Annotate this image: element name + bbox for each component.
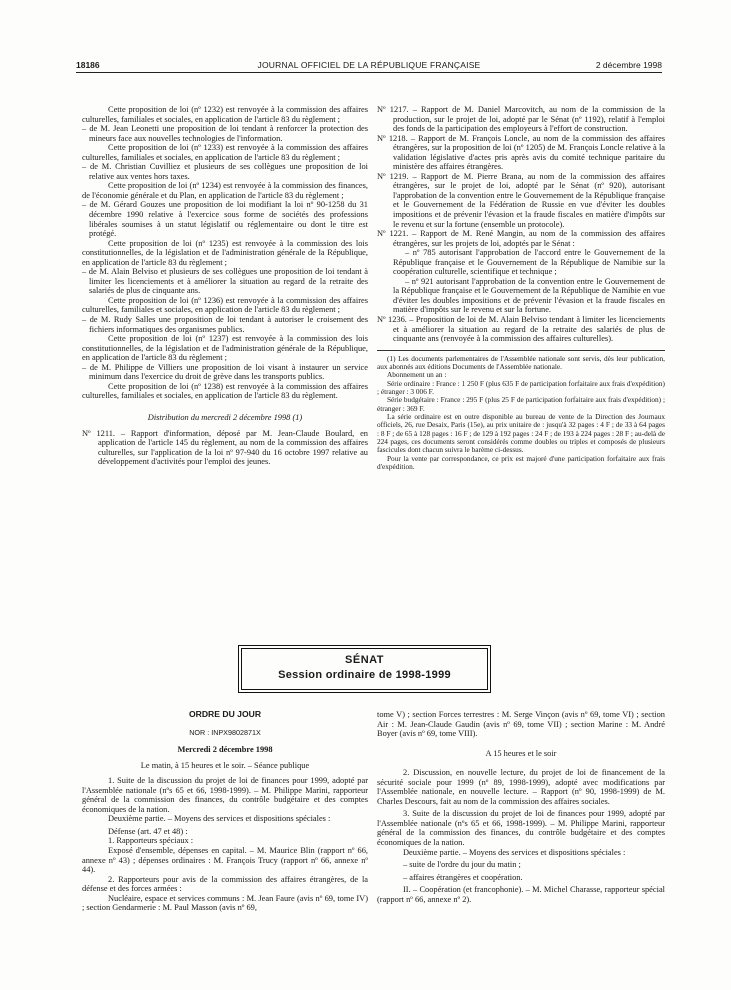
paragraph: Cette proposition de loi (nº 1232) est renvoyée à la commission des affaires culturelles, familiales et sociales, en application de l'article 83 du règlement ; — [82, 105, 368, 124]
paragraph: – nº 785 autorisant l'approbation de l'accord entre le Gouvernement de la République française et le Gouvernement de la République de Namibie sur la coopération culturelle, scientifique et technique ; — [393, 248, 665, 277]
agenda-item: II. – Coopération (et francophonie). – M. Michel Charasse, rapporteur spécial (rapport nº 66, annexe nº 2). — [377, 885, 665, 904]
paragraph: Nº 1219. – Rapport de M. Pierre Brana, au nom de la commission des affaires étrangères, sur le projet de loi, adopté par le Sénat (nº 920), autorisant l'approbation de la convention entre le Gouvernement de la République française et le Gouvernement de la Fédération de Russie en vue d'éviter les doubles impositions et de prévenir l'évasion et la fraude fiscales en matière d'impôts sur le revenu et sur la fortune (ensemble un protocole). — [377, 171, 665, 229]
agenda-item: 1. Rapporteurs spéciaux : — [108, 836, 194, 846]
agenda-item: Deuxième partie. – Moyens des services et dispositions spéciales : — [403, 847, 626, 857]
footnote: Série ordinaire : France : 1 250 F (plus 635 F de participation forfaitaire aux frais d'expédition) ; étranger : 3 006 F. — [377, 378, 665, 397]
footnote: Pour la vente par correspondance, ce prix est majoré d'une participation forfaitaire aux frais d'expédition. — [377, 453, 665, 472]
agenda-item: Deuxième partie. – Moyens des services et dispositions spéciales : — [108, 814, 331, 824]
paragraph: Cette proposition de loi (nº 1238) est renvoyée à la commission des affaires culturelles, familiales et sociales, en application de l'article 83 du règlement. — [82, 381, 368, 401]
paragraph: Nº 1211. – Rapport d'information, déposé par M. Jean-Claude Boulard, en application de l'article 145 du règlement, au nom de la commission des affaires culturelles, sur l'application de la loi nº 97-940 du 16 octobre 1997 relative au développement d'activités pour l'emploi des jeunes. — [82, 428, 368, 467]
paragraph: Nº 1217. – Rapport de M. Daniel Marcovitch, au nom de la commission de la production, sur le projet de loi, adopté par le Sénat (nº 1192), relatif à l'emploi des fonds de la participation des employeurs à l'effort de construction. — [377, 105, 665, 134]
paragraph: – de M. Rudy Salles une proposition de loi tendant à autoriser le croisement des fichiers informatiques des organismes publics. — [82, 315, 368, 334]
paragraph: Cette proposition de loi (nº 1237) est renvoyée à la commission des lois constitutionnelles, de la législation et de l'administration générale de la République, en application de l'article 83 du règlement ; — [82, 334, 368, 363]
agenda-item: tome V) ; section Forces terrestres : M. Serge Vinçon (avis nº 69, tome VI) ; section Air : M. Jean-Claude Gaudin (avis nº 69, tome VII) ; section Marine : M. André Boyer (avis nº 69, tome VIII). — [377, 710, 665, 739]
ordre-title: ORDRE DU JOUR — [188, 709, 262, 719]
footnote: La série ordinaire est en outre disponible au bureau de vente de la Direction des Journaux officiels, 26, rue Desaix, Paris (15e), au prix unitaire de : jusqu'à 32 pages : 4 F ; de 33 à 64 pages : 8 F ; de 65 à 128 pages : 16 F ; de 129 à 192 pages : 24 F ; de 193 à 224 pages : 28 F ; au-delà de 224 pages, ces documents seront considérés comme doubles ou triples et composés de plusieurs fascicules dont chacun suivra le barème ci-dessus. — [377, 412, 665, 455]
paragraph: Cette proposition de loi (nº 1235) est renvoyée à la commission des lois constitutionnelles, de la législation et de l'administration générale de la République, en application de l'article 83 du règlement ; — [82, 238, 368, 267]
paragraph: – nº 921 autorisant l'approbation de la convention entre le Gouvernement de la République française et le Gouvernement de la République de Namibie en vue d'éviter les doubles impositions et de prévenir l'évasion et la fraude fiscales en matière d'impôts sur le revenu et sur la fortune. — [393, 276, 665, 315]
agenda-item: – affaires étrangères et coopération. — [403, 872, 523, 882]
footnote: (1) Les documents parlementaires de l'Assemblée nationale sont servis, dès leur publication, aux abonnés aux éditions Documents de l'Assemblée nationale. — [377, 353, 665, 372]
footnote: Série budgétaire : France : 295 F (plus 25 F de participation forfaitaire aux frais d'expédition) ; étranger : 369 F. — [377, 395, 665, 413]
paragraph: Nº 1236. – Proposition de loi de M. Alain Belviso tendant à limiter les licenciements et à améliorer la situation au regard de la retraite des salariés de plus de cinquante ans (renvoyée à la commission des affaires culturelles). — [377, 315, 665, 344]
footnote-rule — [377, 350, 665, 351]
nor-reference: NOR : INPX9802871X — [189, 727, 261, 737]
footnote: Abonnement un an : — [387, 370, 447, 380]
footnotes — [377, 350, 665, 472]
ordre-left-column — [82, 710, 368, 913]
session-day: Mercredi 2 décembre 1998 — [177, 745, 273, 755]
paragraph: – de M. Alain Belviso et plusieurs de ses collègues une proposition de loi tendant à limiter les licenciements et à améliorer la situation au regard de la retraite des salariés de plus de cinquante ans. — [82, 267, 368, 296]
distribution-heading: Distribution du mercredi 2 décembre 1998 (1) — [147, 412, 303, 422]
header-rule — [76, 72, 662, 73]
session-time: A 15 heures et le soir — [485, 748, 557, 758]
page-number: 18186 — [76, 60, 100, 70]
paragraph: Cette proposition de loi (nº 1236) est renvoyée à la commission des affaires culturelles, familiales et sociales, en application de l'article 83 du règlement ; — [82, 295, 368, 315]
agenda-item: 2. Discussion, en nouvelle lecture, du projet de loi de financement de la sécurité sociale pour 1999 (nº 89, 1998-1999), adopté avec modifications par l'Assemblée nationale, en nouvelle lecture. – Rapport (nº 90, 1998-1999) de M. Charles Descours, fait au nom de la commission des affaires sociales. — [377, 768, 665, 806]
agenda-item: 1. Suite de la discussion du projet de loi de finances pour 1999, adopté par l'Assemblée nationale (nºs 65 et 66, 1998-1999). – M. Philippe Marini, rapporteur général de la commission des finances, du contrôle budgétaire et des comptes économiques de la nation. — [82, 776, 368, 814]
paragraph: Cette proposition de loi (nº 1234) est renvoyée à la commission des finances, de l'économie générale et du Plan, en application de l'article 83 du règlement ; — [82, 181, 368, 200]
agenda-item: – suite de l'ordre du jour du matin ; — [403, 860, 521, 870]
senat-session: Session ordinaire de 1998-1999 — [278, 669, 451, 681]
paragraph: – de M. Jean Leonetti une proposition de loi tendant à renforcer la protection des mineurs face aux nouvelles technologies de l'information. — [82, 124, 368, 143]
senat-box — [241, 648, 488, 690]
issue-date: 2 décembre 1998 — [595, 60, 662, 70]
paragraph: – de M. Christian Cuvilliez et plusieurs de ses collègues une proposition de loi relative aux ventes hors taxes. — [82, 162, 368, 181]
ordre-right-column — [377, 710, 665, 904]
paragraph: – de M. Gérard Gouzes une proposition de loi modifiant la loi nº 90-1258 du 31 décembre 1990 relative à l'exercice sous forme de sociétés des professions libérales soumises à un statut législatif ou réglementaire ou dont le titre est protégé. — [82, 200, 368, 239]
paragraph: Cette proposition de loi (nº 1233) est renvoyée à la commission des affaires culturelles, familiales et sociales, en application de l'article 83 du règlement ; — [82, 143, 368, 162]
journal-title: JOURNAL OFFICIEL DE LA RÉPUBLIQUE FRANÇAISE — [257, 60, 481, 70]
agenda-item: Nucléaire, espace et services communs : M. Jean Faure (avis nº 69, tome IV) ; section Gendarmerie : M. Paul Masson (avis nº 69, — [82, 893, 368, 913]
session-time: Le matin, à 15 heures et le soir. – Séance publique — [140, 760, 310, 770]
right-column — [377, 105, 665, 471]
agenda-item: Défense (art. 47 et 48) : — [108, 826, 188, 836]
agenda-item: Exposé d'ensemble, dépenses en capital. – M. Maurice Blin (rapport nº 66, annexe nº 43) ; dépenses ordinaires : M. François Trucy (rapport nº 66, annexe nº 44). — [82, 846, 368, 875]
agenda-item: 2. Rapporteurs pour avis de la commission des affaires étrangères, de la défense et des forces armées : — [82, 874, 368, 894]
agenda-item: 3. Suite de la discussion du projet de loi de finances pour 1999, adopté par l'Assemblée nationale (nºs 65 et 66, 1998-1999). – M. Philippe Marini, rapporteur général de la commission des finances, du contrôle budgétaire et des comptes économiques de la nation. — [377, 809, 665, 848]
paragraph: – de M. Philippe de Villiers une proposition de loi visant à instaurer un service minimum dans l'exercice du droit de grève dans les transports publics. — [82, 362, 368, 382]
paragraph: Nº 1221. – Rapport de M. René Mangin, au nom de la commission des affaires étrangères, sur les projets de loi, adoptés par le Sénat : — [377, 229, 665, 248]
left-column — [82, 105, 368, 467]
senat-title: SÉNAT — [345, 654, 384, 666]
paragraph: Nº 1218. – Rapport de M. François Loncle, au nom de la commission des affaires étrangères, sur la proposition de loi (nº 1205) de M. François Loncle relative à la validation législative d'actes pris après avis du comité technique paritaire du ministère des affaires étrangères. — [377, 133, 665, 172]
